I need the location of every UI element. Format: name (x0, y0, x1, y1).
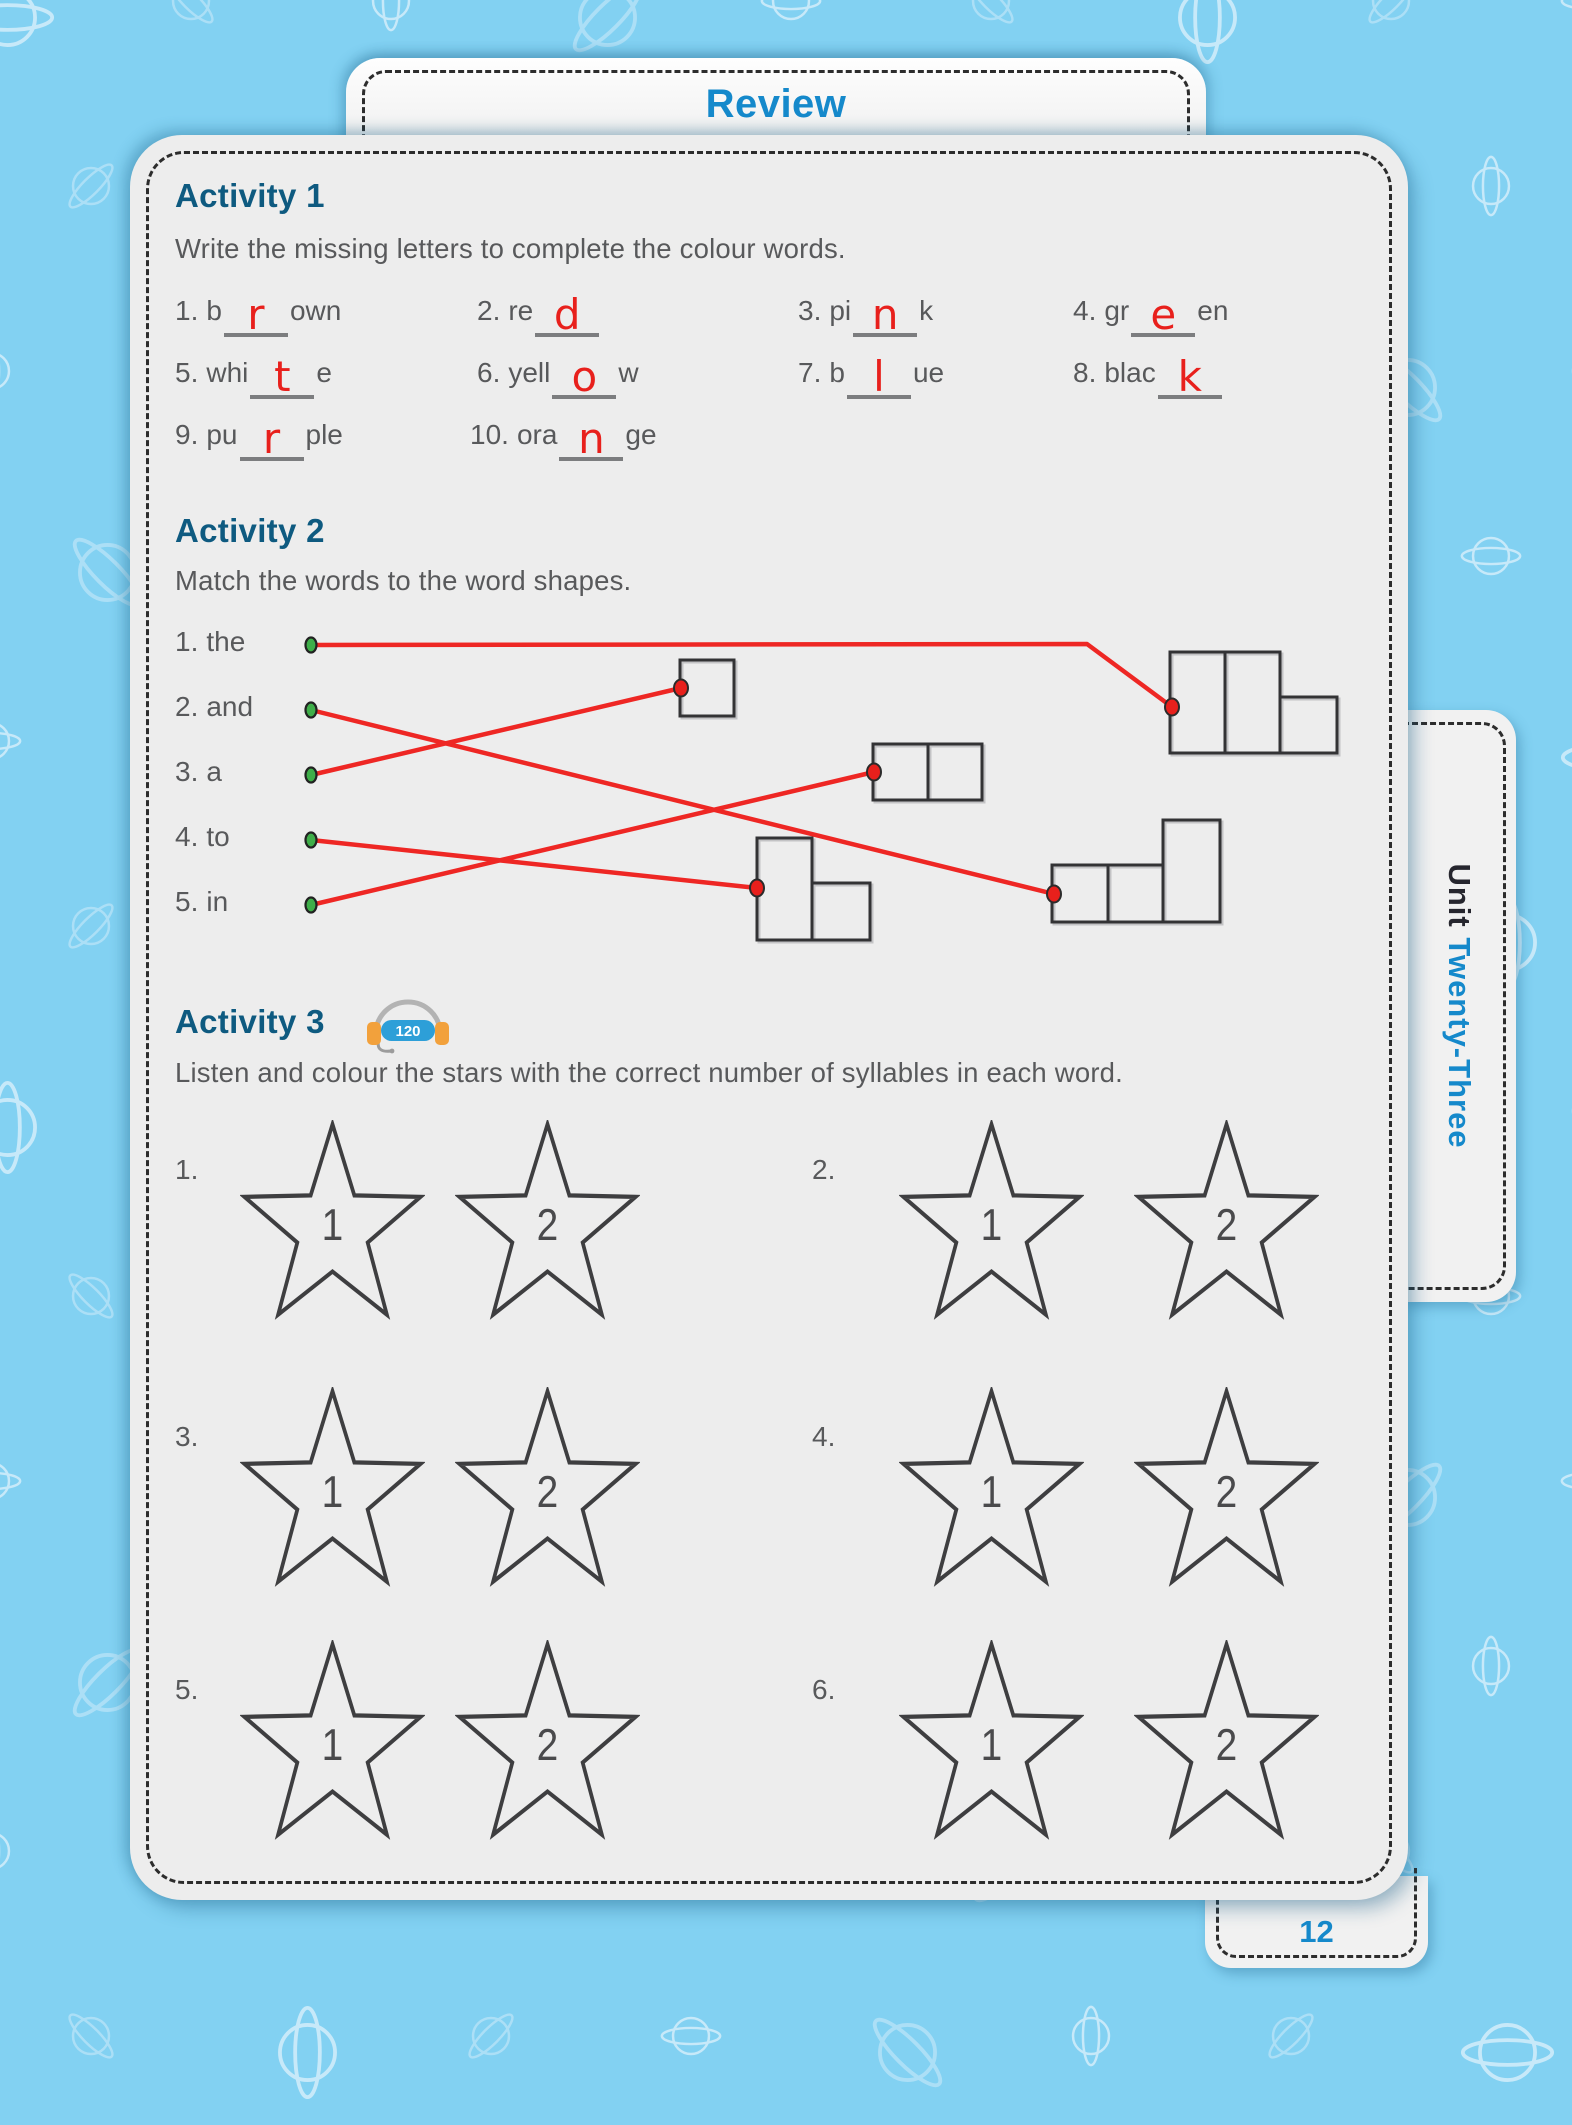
star-number: 1 (321, 1466, 344, 1517)
item-number: 3. (798, 295, 822, 326)
syllable-star (240, 1387, 425, 1587)
word-dot (306, 833, 317, 848)
word-suffix: e (316, 357, 332, 388)
colour-word-item (477, 349, 639, 399)
item-number: 5. (175, 886, 199, 917)
word-label: a (206, 756, 222, 787)
word-dot (306, 703, 317, 718)
activity2-instruction: Match the words to the word shapes. (175, 565, 632, 596)
headphones-audio-track-icon (362, 991, 454, 1057)
word-shape-box (1225, 652, 1280, 753)
shape-dot (674, 680, 688, 697)
unit-tab-prefix: Unit (1442, 863, 1477, 938)
word-shape-box (812, 883, 870, 940)
planet-icon (47, 882, 135, 970)
activity2-title: Activity 2 (175, 512, 325, 549)
planet-icon (260, 2005, 355, 2100)
syllable-item-number: 3. (175, 1421, 199, 1452)
handwritten-letter: r (247, 290, 265, 339)
word-shape-box (1280, 697, 1337, 753)
activity3-title: Activity 3 (175, 1003, 325, 1040)
word-shape-box (1163, 820, 1220, 922)
shape-dot (867, 764, 881, 781)
review-tab-label: Review (705, 82, 847, 126)
planet-icon (1560, 0, 1572, 32)
word-shape-box (1108, 865, 1163, 922)
answer-blank (847, 349, 911, 399)
item-number: 7. (798, 357, 822, 388)
word-dot (306, 898, 317, 913)
syllable-star (455, 1120, 640, 1320)
star-number: 2 (1215, 1719, 1238, 1770)
unit-tab-number: Twenty-Three (1442, 937, 1477, 1149)
word-prefix: re (508, 295, 534, 326)
planet-icon (1160, 0, 1255, 65)
word-shape-box (757, 838, 812, 940)
syllable-star (1134, 1120, 1319, 1320)
handwritten-letter: l (873, 352, 885, 401)
planet-icon (1560, 340, 1572, 402)
word-suffix: ge (625, 419, 657, 450)
handwritten-letter: e (1150, 290, 1177, 339)
colour-word-item (175, 411, 343, 461)
planet-icon (1460, 1635, 1522, 1697)
activity1-title: Activity 1 (175, 177, 325, 214)
colour-word-item (1073, 349, 1224, 399)
planet-icon (447, 1992, 535, 2080)
star-number: 2 (1215, 1199, 1238, 1250)
word-suffix: ple (305, 419, 343, 450)
syllable-star (240, 1640, 425, 1840)
planet-icon (1347, 0, 1435, 45)
item-number: 5. (175, 357, 199, 388)
planet-icon (0, 1820, 22, 1882)
item-number: 2. (477, 295, 501, 326)
handwritten-letter: d (553, 290, 581, 339)
activity1-instruction: Write the missing letters to complete the colour words. (175, 233, 846, 264)
word-dot (306, 638, 317, 653)
word-prefix: gr (1104, 295, 1130, 326)
colour-word-item (798, 287, 933, 337)
syllable-item-number: 6. (812, 1674, 836, 1705)
audio-track-number: 120 (395, 1023, 421, 1040)
syllable-star (899, 1387, 1084, 1587)
match-lines (311, 644, 1172, 905)
word-label: the (206, 626, 246, 657)
word-label: and (206, 691, 254, 722)
star-number: 1 (321, 1719, 344, 1770)
planet-icon (0, 340, 22, 402)
star-number: 1 (980, 1199, 1003, 1250)
handwritten-letter: o (571, 352, 598, 401)
match-line (311, 710, 1054, 894)
item-number: 3. (175, 756, 199, 787)
planet-icon (0, 1450, 22, 1512)
answer-blank (559, 411, 623, 461)
planet-icon (660, 2005, 722, 2067)
planet-icon (1560, 710, 1572, 805)
planet-icon (1560, 1450, 1572, 1512)
item-number: 4. (175, 821, 199, 852)
item-number: 1. (175, 295, 199, 326)
star-number: 2 (536, 1199, 559, 1250)
shape-dot (750, 880, 764, 897)
planet-icon (1460, 155, 1522, 217)
unit-tab-label (1441, 863, 1477, 1148)
planet-icon (1460, 525, 1522, 587)
item-number: 8. (1073, 357, 1097, 388)
word-label: to (206, 821, 230, 852)
star-number: 1 (321, 1199, 344, 1250)
star-number: 1 (980, 1719, 1003, 1770)
planet-icon (840, 1985, 974, 2119)
item-number: 6. (477, 357, 501, 388)
shape-dot (1047, 886, 1061, 903)
answer-blank (853, 287, 917, 337)
planet-icon (47, 1252, 135, 1340)
word-suffix: w (618, 357, 639, 388)
planet-icon (47, 1992, 135, 2080)
planet-icon (1560, 1820, 1572, 1915)
planet-icon (0, 0, 55, 65)
answer-blank (240, 411, 304, 461)
planet-icon (47, 142, 135, 230)
answer-blank (1158, 349, 1222, 399)
handwritten-letter: t (274, 352, 291, 401)
match-line (311, 644, 1172, 707)
colour-word-item (477, 287, 601, 337)
syllable-star (899, 1120, 1084, 1320)
answer-blank (1131, 287, 1195, 337)
planet-icon (360, 0, 422, 32)
word-prefix: pu (206, 419, 238, 450)
syllable-star (455, 1387, 640, 1587)
match-line (311, 688, 681, 775)
unit-tab (1402, 710, 1516, 1302)
colour-word-item (798, 349, 944, 399)
handwritten-letter: n (871, 290, 899, 339)
planet-icon (1060, 2005, 1122, 2067)
colour-word-item (175, 287, 341, 337)
answer-blank (535, 287, 599, 337)
word-prefix: yell (508, 357, 551, 388)
syllable-item-number: 5. (175, 1674, 199, 1705)
syllable-item-number: 2. (812, 1154, 836, 1185)
star-number: 2 (536, 1466, 559, 1517)
worksheet-card (130, 135, 1408, 1900)
activity3-instruction: Listen and colour the stars with the correct number of syllables in each word. (175, 1057, 1124, 1088)
syllable-item-number: 1. (175, 1154, 199, 1185)
word-suffix: ue (912, 357, 945, 388)
word-prefix: whi (206, 357, 249, 388)
answer-blank (552, 349, 616, 399)
item-number: 9. (175, 419, 199, 450)
planet-icon (947, 0, 1035, 45)
colour-word-item (1073, 287, 1228, 337)
handwritten-letter: n (578, 414, 605, 463)
word-suffix: en (1197, 295, 1229, 326)
planet-icon (1460, 2005, 1555, 2100)
word-suffix: own (289, 295, 342, 326)
activity2-matching-diagram (130, 605, 1408, 985)
item-number: 4. (1073, 295, 1097, 326)
syllable-star (1134, 1640, 1319, 1840)
word-dot (306, 768, 317, 783)
planet-icon (1560, 1080, 1572, 1142)
word-label: in (206, 886, 229, 917)
colour-word-item (470, 411, 657, 461)
handwritten-letter: k (1177, 352, 1202, 401)
planet-icon (147, 0, 235, 45)
page-number: 12 (1299, 1914, 1334, 1949)
star-number: 1 (980, 1466, 1003, 1517)
match-dots (306, 638, 1180, 913)
word-shape-box (928, 744, 982, 800)
word-prefix: pi (829, 295, 852, 326)
word-prefix: ora (516, 419, 558, 450)
star-number: 2 (536, 1719, 559, 1770)
word-prefix: blac (1104, 357, 1156, 388)
answer-blank (224, 287, 288, 337)
syllable-star (1134, 1387, 1319, 1587)
planet-icon (0, 1080, 55, 1175)
match-line (311, 840, 757, 888)
syllable-star (899, 1640, 1084, 1840)
syllable-item-number: 4. (812, 1421, 836, 1452)
syllable-star (240, 1120, 425, 1320)
word-prefix: b (206, 295, 222, 326)
item-number: 10. (470, 419, 509, 450)
planet-icon (0, 710, 22, 772)
shape-dot (1165, 699, 1179, 716)
planet-icon (760, 0, 822, 32)
answer-blank (250, 349, 314, 399)
planet-icon (1247, 1992, 1335, 2080)
colour-word-item (175, 349, 332, 399)
item-number: 2. (175, 691, 199, 722)
word-suffix: k (919, 295, 934, 326)
star-number: 2 (1215, 1466, 1238, 1517)
word-prefix: b (829, 357, 845, 388)
syllable-star (455, 1640, 640, 1840)
handwritten-letter: r (262, 414, 281, 463)
item-number: 1. (175, 626, 199, 657)
